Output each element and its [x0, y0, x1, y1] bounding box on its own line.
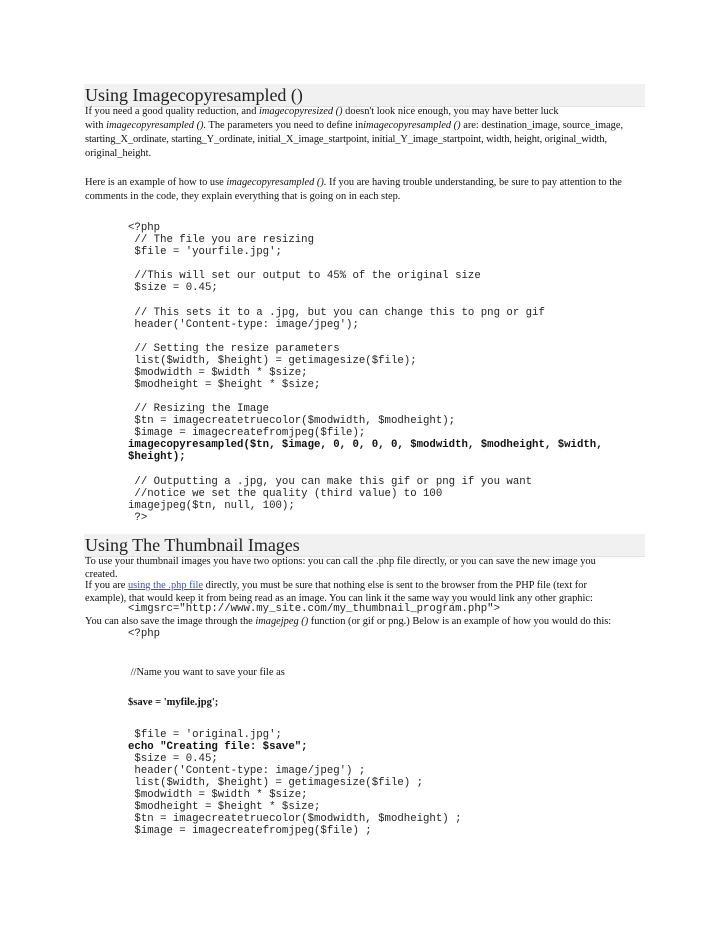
- code-line: header('Content-type: image/jpeg');: [128, 319, 359, 331]
- code-line: imagecopyresampled($tn, $image, 0, 0, 0, 0, $modwidth, $modheight, $width,: [128, 439, 603, 451]
- code-line: $size = 0.45;: [128, 753, 218, 765]
- code-line: list($width, $height) = getimagesize($file);: [128, 355, 417, 367]
- code-line: // The file you are resizing: [128, 234, 314, 246]
- code-line: $file = 'original.jpg';: [128, 729, 282, 741]
- paragraph-line: Here is an example of how to use imagecopyresampled (). If you are having trouble understanding, be sure to pay attention to the: [85, 177, 622, 188]
- code-line: imagejpeg($tn, null, 100);: [128, 500, 295, 512]
- code-line: echo "Creating file: $save";: [128, 741, 308, 753]
- paragraph-line: If you are using the .php file directly, you must be sure that nothing else is sent to the browser from the PHP file (text for: [85, 580, 587, 591]
- code-line: <?php: [128, 628, 161, 640]
- section-heading-thumbnail: Using The Thumbnail Images: [84, 534, 645, 557]
- paragraph-line: created.: [85, 569, 118, 580]
- paragraph-line: If you need a good quality reduction, and imagecopyresized () doesn't look nice enough, you may have better luck: [85, 106, 559, 117]
- code-line: $modwidth = $width * $size;: [128, 789, 308, 801]
- code-line: $modheight = $height * $size;: [128, 379, 321, 391]
- img-tag-code: <imgsrc="http://www.my_site.com/my_thumbnail_program.php">: [128, 603, 500, 615]
- code-line: $save = 'myfile.jpg';: [128, 697, 219, 708]
- code-line: $image = imagecreatefromjpeg($file) ;: [128, 825, 372, 837]
- paragraph-line: starting_X_ordinate, starting_Y_ordinate, initial_X_image_startpoint, initial_Y_image_startpoint, width, height, original_width,: [85, 134, 607, 145]
- code-line: //notice we set the quality (third value) to 100: [128, 488, 443, 500]
- using-php-file-link[interactable]: using the .php file: [127, 580, 204, 591]
- paragraph-line: original_height.: [85, 148, 152, 159]
- code-line: $image = imagecreatefromjpeg($file);: [128, 427, 366, 439]
- code-line: $size = 0.45;: [128, 282, 218, 294]
- code-line: //Name you want to save your file as: [128, 667, 285, 678]
- section-heading-imagecopyresampled: Using Imagecopyresampled (): [84, 84, 645, 107]
- code-line: list($width, $height) = getimagesize($file) ;: [128, 777, 424, 789]
- paragraph-line: comments in the code, they explain everything that is going on in each step.: [85, 191, 401, 202]
- code-line: // Setting the resize parameters: [128, 343, 340, 355]
- code-line: <?php: [128, 222, 161, 234]
- code-line: $modwidth = $width * $size;: [128, 367, 308, 379]
- code-line: $tn = imagecreatetruecolor($modwidth, $modheight) ;: [128, 813, 462, 825]
- code-line: $modheight = $height * $size;: [128, 801, 321, 813]
- code-line: // Outputting a .jpg, you can make this gif or png if you want: [128, 476, 533, 488]
- code-line: // This sets it to a .jpg, but you can change this to png or gif: [128, 307, 545, 319]
- code-line: $tn = imagecreatetruecolor($modwidth, $modheight);: [128, 415, 456, 427]
- paragraph-line: example), that would keep it from being read as an image. You can link it the same way you would link any other graphic:: [85, 593, 593, 604]
- paragraph-line: You can also save the image through the imagejpeg () function (or gif or png.) Below is an example of how you would do this:: [85, 616, 612, 627]
- code-line: // Resizing the Image: [128, 403, 270, 415]
- code-line: $file = 'yourfile.jpg';: [128, 246, 282, 258]
- code-line: ?>: [128, 512, 148, 524]
- code-line: header('Content-type: image/jpeg') ;: [128, 765, 366, 777]
- code-line: $height);: [128, 451, 186, 463]
- paragraph-line: To use your thumbnail images you have two options: you can call the .php file directly, or you can save the new image you: [85, 556, 596, 567]
- paragraph-line: with imagecopyresampled (). The parameters you need to define inimagecopyresampled () are: destination_image, source_image,: [85, 120, 624, 131]
- code-line: //This will set our output to 45% of the original size: [128, 270, 481, 282]
